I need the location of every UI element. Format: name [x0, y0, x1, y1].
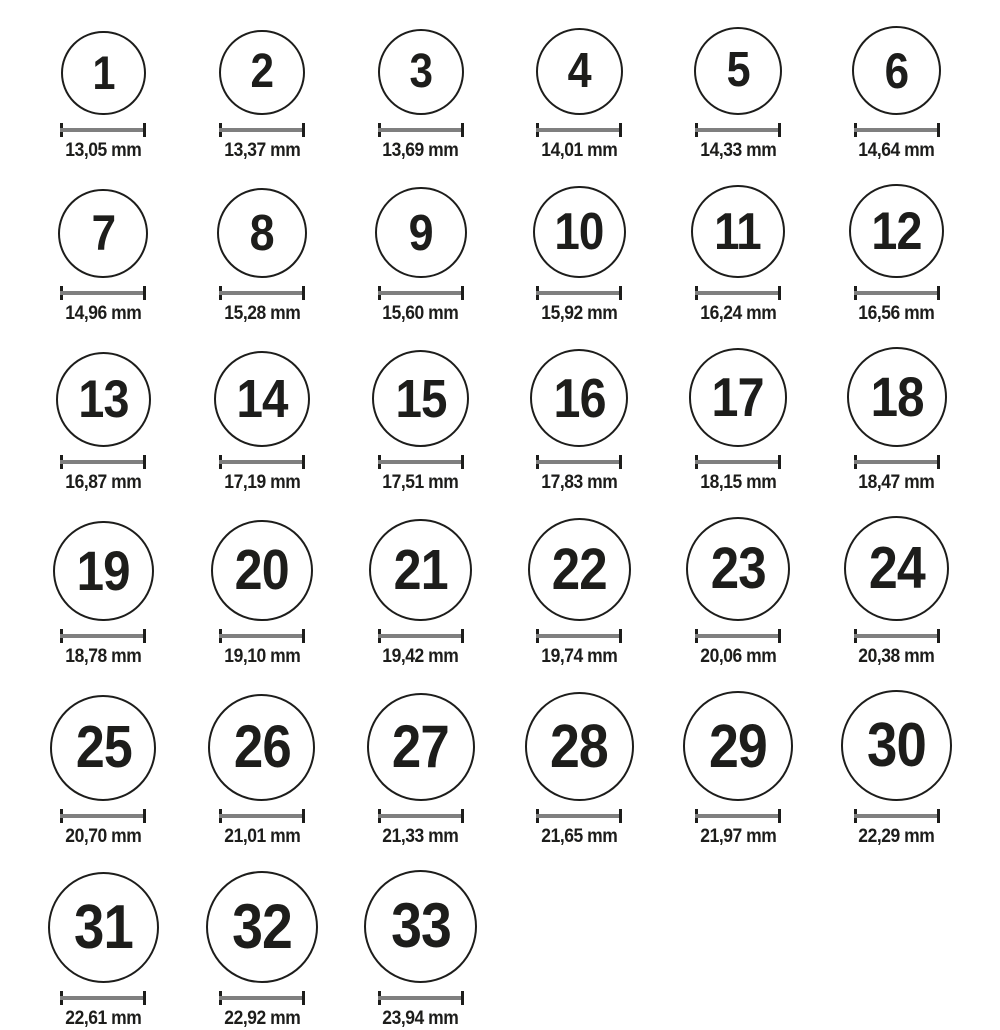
- ring-size-number: 31: [73, 892, 133, 962]
- ring-size-circle: [689, 348, 788, 447]
- ring-size-circle: [691, 185, 785, 279]
- ring-size-number: 29: [708, 711, 767, 780]
- ruler-bar: [219, 814, 305, 818]
- ring-size-item: [817, 690, 976, 848]
- ring-size-item: [500, 516, 659, 668]
- diameter-label: 18,78 mm: [65, 646, 142, 668]
- ring-size-row: [24, 347, 976, 494]
- ruler-tick-right-icon: [143, 991, 146, 1005]
- ring-size-number: 18: [870, 365, 924, 429]
- ring-size-circle: [694, 27, 782, 115]
- ring-size-number: 25: [75, 714, 132, 781]
- ring-size-circle: [364, 870, 477, 983]
- ring-size-number: 20: [234, 538, 290, 603]
- ruler-tick-right-icon: [461, 991, 464, 1005]
- ring-size-circle: [849, 184, 943, 278]
- diameter-ruler: [60, 123, 146, 137]
- ring-size-number: 6: [884, 42, 909, 99]
- ring-size-item: [24, 26, 183, 162]
- diameter-ruler: [378, 286, 464, 300]
- ring-size-item: [817, 347, 976, 494]
- ring-size-item: [24, 184, 183, 325]
- ruler-tick-right-icon: [778, 123, 781, 137]
- ruler-bar: [536, 460, 622, 464]
- diameter-ruler: [219, 123, 305, 137]
- ruler-tick-right-icon: [461, 286, 464, 300]
- ruler-bar: [695, 460, 781, 464]
- ring-size-item: [341, 26, 500, 162]
- ring-size-number: 17: [711, 366, 765, 429]
- ring-size-number: 13: [78, 370, 129, 430]
- ruler-tick-right-icon: [143, 629, 146, 643]
- ring-size-circle: [683, 691, 793, 801]
- ring-size-circle: [844, 516, 949, 621]
- diameter-ruler: [536, 123, 622, 137]
- ruler-bar: [695, 634, 781, 638]
- ring-size-item: [500, 26, 659, 162]
- ring-size-item: [183, 184, 342, 325]
- ring-size-row: [24, 690, 976, 848]
- ruler-tick-right-icon: [619, 286, 622, 300]
- ring-size-row: [24, 184, 976, 325]
- ring-size-number: 21: [393, 537, 448, 602]
- diameter-ruler: [60, 991, 146, 1005]
- diameter-label: 16,87 mm: [65, 472, 142, 494]
- ruler-tick-right-icon: [461, 455, 464, 469]
- ruler-tick-right-icon: [302, 991, 305, 1005]
- diameter-label: 22,92 mm: [223, 1008, 300, 1030]
- ruler-bar: [854, 634, 940, 638]
- ruler-bar: [60, 634, 146, 638]
- diameter-ruler: [854, 286, 940, 300]
- diameter-label: 16,56 mm: [858, 303, 935, 325]
- ruler-tick-right-icon: [937, 809, 940, 823]
- ruler-bar: [60, 814, 146, 818]
- diameter-label: 19,74 mm: [541, 646, 618, 668]
- ring-size-number: 14: [236, 369, 288, 430]
- diameter-label: 22,61 mm: [65, 1008, 142, 1030]
- ring-size-number: 32: [232, 891, 292, 962]
- ring-size-item: [183, 26, 342, 162]
- diameter-ruler: [60, 286, 146, 300]
- ruler-tick-right-icon: [619, 629, 622, 643]
- ruler-bar: [378, 128, 464, 132]
- ring-size-item: [341, 690, 500, 848]
- diameter-ruler: [219, 455, 305, 469]
- ruler-tick-right-icon: [778, 629, 781, 643]
- ring-size-number: 1: [92, 46, 115, 100]
- diameter-ruler: [695, 123, 781, 137]
- diameter-label: 15,28 mm: [223, 303, 300, 325]
- diameter-label: 15,60 mm: [382, 303, 459, 325]
- ring-size-item: [24, 870, 183, 1030]
- ruler-bar: [378, 634, 464, 638]
- ring-size-circle: [50, 695, 156, 801]
- diameter-ruler: [536, 629, 622, 643]
- ruler-tick-right-icon: [302, 455, 305, 469]
- ring-size-item: [183, 516, 342, 668]
- ring-size-item: [659, 184, 818, 325]
- diameter-label: 13,69 mm: [382, 140, 459, 161]
- ring-size-circle: [530, 349, 628, 447]
- ring-size-item: [183, 870, 342, 1030]
- ring-size-row: [24, 26, 976, 162]
- ring-size-number: 8: [249, 204, 275, 262]
- ring-size-number: 5: [726, 43, 750, 98]
- diameter-label: 14,64 mm: [858, 140, 935, 161]
- diameter-label: 22,29 mm: [858, 825, 935, 847]
- ring-size-item: [817, 516, 976, 668]
- ring-size-number: 23: [710, 536, 766, 602]
- ruler-tick-right-icon: [619, 809, 622, 823]
- ring-size-number: 16: [553, 366, 606, 429]
- diameter-label: 21,33 mm: [382, 825, 459, 847]
- ring-size-circle: [528, 518, 631, 621]
- ruler-bar: [219, 291, 305, 295]
- ruler-tick-right-icon: [937, 123, 940, 137]
- ring-size-number: 2: [250, 45, 274, 99]
- ruler-tick-right-icon: [778, 286, 781, 300]
- ring-size-number: 33: [390, 891, 451, 962]
- diameter-ruler: [219, 286, 305, 300]
- ruler-tick-right-icon: [619, 455, 622, 469]
- ring-size-item: [659, 26, 818, 162]
- diameter-label: 20,70 mm: [65, 825, 142, 847]
- ring-size-circle: [208, 694, 315, 801]
- ruler-tick-right-icon: [143, 455, 146, 469]
- ruler-bar: [219, 128, 305, 132]
- diameter-ruler: [60, 809, 146, 823]
- ring-size-circle: [378, 29, 464, 115]
- ruler-tick-right-icon: [461, 629, 464, 643]
- diameter-ruler: [378, 123, 464, 137]
- diameter-ruler: [854, 455, 940, 469]
- ruler-tick-right-icon: [778, 455, 781, 469]
- ring-size-circle: [217, 188, 308, 279]
- ruler-bar: [695, 814, 781, 818]
- diameter-ruler: [695, 809, 781, 823]
- ring-size-circle: [372, 350, 469, 447]
- ruler-bar: [854, 128, 940, 132]
- ring-size-number: 30: [867, 710, 927, 780]
- diameter-ruler: [536, 455, 622, 469]
- ring-size-item: [341, 870, 500, 1030]
- diameter-ruler: [695, 286, 781, 300]
- ring-size-circle: [219, 30, 304, 115]
- diameter-ruler: [695, 629, 781, 643]
- ring-size-number: 27: [392, 713, 450, 781]
- diameter-label: 17,19 mm: [223, 472, 300, 494]
- diameter-ruler: [378, 991, 464, 1005]
- ruler-tick-right-icon: [461, 809, 464, 823]
- ring-size-number: 11: [714, 202, 762, 261]
- diameter-label: 17,83 mm: [541, 472, 618, 494]
- ring-size-number: 28: [550, 712, 609, 781]
- ring-size-circle: [533, 186, 626, 279]
- diameter-label: 20,06 mm: [699, 646, 776, 668]
- diameter-label: 15,92 mm: [541, 303, 618, 325]
- diameter-ruler: [378, 809, 464, 823]
- diameter-label: 14,96 mm: [65, 303, 142, 325]
- ring-size-circle: [48, 872, 160, 984]
- ring-size-circle: [211, 520, 313, 622]
- ring-size-number: 3: [409, 44, 432, 98]
- ring-size-circle: [536, 28, 623, 115]
- ring-size-number: 22: [551, 536, 607, 602]
- ring-size-item: [500, 690, 659, 848]
- ring-size-circle: [369, 519, 472, 622]
- diameter-label: 21,01 mm: [223, 825, 300, 847]
- diameter-ruler: [219, 629, 305, 643]
- diameter-ruler: [60, 455, 146, 469]
- ring-size-number: 24: [868, 535, 925, 602]
- ruler-bar: [60, 460, 146, 464]
- ruler-bar: [378, 814, 464, 818]
- ruler-bar: [60, 291, 146, 295]
- ring-size-circle: [214, 351, 310, 447]
- ring-size-item: [24, 347, 183, 494]
- diameter-label: 23,94 mm: [382, 1008, 459, 1030]
- ruler-tick-right-icon: [937, 286, 940, 300]
- ring-size-number: 9: [408, 204, 433, 262]
- ruler-tick-right-icon: [619, 123, 622, 137]
- diameter-ruler: [854, 809, 940, 823]
- ring-size-item: [659, 347, 818, 494]
- diameter-label: 13,05 mm: [65, 140, 142, 161]
- diameter-ruler: [695, 455, 781, 469]
- ring-size-item: [24, 516, 183, 668]
- ruler-bar: [854, 291, 940, 295]
- ruler-bar: [854, 814, 940, 818]
- diameter-label: 18,15 mm: [699, 472, 776, 494]
- diameter-label: 20,38 mm: [858, 646, 935, 668]
- diameter-ruler: [854, 629, 940, 643]
- diameter-label: 14,01 mm: [541, 140, 618, 161]
- ring-size-item: [817, 26, 976, 162]
- ruler-bar: [536, 634, 622, 638]
- diameter-ruler: [60, 629, 146, 643]
- ring-size-circle: [375, 187, 467, 279]
- ring-size-circle: [847, 347, 947, 447]
- ring-size-item: [341, 184, 500, 325]
- ruler-tick-right-icon: [778, 809, 781, 823]
- ruler-bar: [378, 460, 464, 464]
- ruler-bar: [536, 128, 622, 132]
- ring-size-item: [659, 690, 818, 848]
- ring-size-number: 4: [567, 43, 591, 98]
- ring-size-number: 7: [91, 205, 116, 262]
- ring-size-circle: [206, 871, 318, 983]
- ruler-tick-right-icon: [302, 629, 305, 643]
- ruler-tick-right-icon: [143, 286, 146, 300]
- ring-size-circle: [56, 352, 151, 447]
- diameter-label: 18,47 mm: [858, 472, 935, 494]
- ring-size-row: [24, 870, 976, 1030]
- diameter-label: 14,33 mm: [699, 140, 776, 161]
- ring-size-item: [817, 184, 976, 325]
- ruler-bar: [378, 291, 464, 295]
- ring-size-item: [500, 184, 659, 325]
- ring-size-circle: [841, 690, 952, 801]
- ruler-bar: [695, 291, 781, 295]
- ring-size-item: [24, 690, 183, 848]
- ring-size-circle: [525, 692, 634, 801]
- ring-size-item: [341, 516, 500, 668]
- ring-size-circle: [686, 517, 790, 621]
- diameter-label: 19,42 mm: [382, 646, 459, 668]
- ruler-bar: [536, 814, 622, 818]
- diameter-label: 21,65 mm: [541, 825, 618, 847]
- diameter-ruler: [854, 123, 940, 137]
- ruler-bar: [60, 128, 146, 132]
- ruler-tick-right-icon: [937, 629, 940, 643]
- diameter-ruler: [378, 629, 464, 643]
- ring-size-item: [500, 347, 659, 494]
- ring-size-item: [183, 347, 342, 494]
- ring-size-circle: [58, 189, 148, 279]
- ruler-tick-right-icon: [302, 286, 305, 300]
- ruler-tick-right-icon: [143, 809, 146, 823]
- diameter-label: 13,37 mm: [223, 140, 300, 161]
- ring-size-number: 15: [395, 368, 447, 429]
- ring-size-circle: [367, 693, 475, 801]
- ruler-tick-right-icon: [143, 123, 146, 137]
- ring-size-circle: [852, 26, 941, 115]
- ruler-tick-right-icon: [302, 809, 305, 823]
- ruler-bar: [854, 460, 940, 464]
- ring-size-item: [341, 347, 500, 494]
- ruler-tick-right-icon: [937, 455, 940, 469]
- diameter-label: 17,51 mm: [382, 472, 459, 494]
- ring-size-number: 26: [233, 713, 291, 781]
- ring-size-number: 10: [554, 203, 604, 262]
- ring-size-row: [24, 516, 976, 668]
- ring-size-item: [183, 690, 342, 848]
- ruler-bar: [695, 128, 781, 132]
- diameter-ruler: [219, 809, 305, 823]
- ring-size-circle: [61, 31, 146, 116]
- ring-size-number: 19: [76, 539, 130, 603]
- ruler-bar: [536, 291, 622, 295]
- ruler-tick-right-icon: [302, 123, 305, 137]
- ruler-tick-right-icon: [461, 123, 464, 137]
- ring-size-circle: [53, 521, 154, 622]
- diameter-ruler: [536, 286, 622, 300]
- diameter-ruler: [536, 809, 622, 823]
- ruler-bar: [219, 460, 305, 464]
- ruler-bar: [219, 634, 305, 638]
- diameter-label: 16,24 mm: [699, 303, 776, 325]
- ring-size-number: 12: [871, 201, 922, 261]
- diameter-label: 19,10 mm: [223, 646, 300, 668]
- ring-size-item: [659, 516, 818, 668]
- diameter-label: 21,97 mm: [699, 825, 776, 847]
- diameter-ruler: [378, 455, 464, 469]
- diameter-ruler: [219, 991, 305, 1005]
